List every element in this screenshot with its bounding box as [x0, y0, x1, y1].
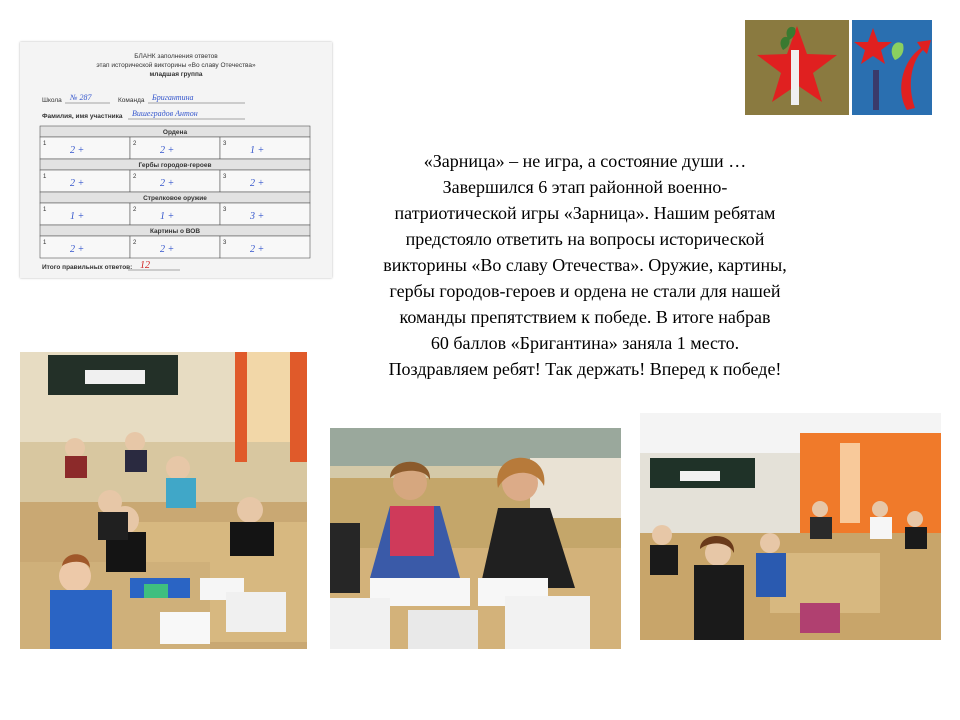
cell-number: 3 [223, 141, 227, 147]
section-title: Стрелковое оружие [143, 195, 207, 202]
section-title: Гербы городов-героев [138, 162, 212, 169]
school-label: Школа [42, 97, 62, 104]
text-line: Завершился 6 этап районной военно- [442, 177, 728, 197]
section-title: Ордена [162, 129, 188, 136]
cell-answer: 2 + [250, 244, 265, 255]
name-value: Вишеградов Антон [132, 109, 198, 118]
cell-number: 2 [133, 207, 137, 213]
cell-answer: 2 + [160, 244, 175, 255]
text-line: предстояло ответить на вопросы исторической [405, 229, 765, 249]
section-title: Картины о ВОВ [149, 228, 201, 235]
team-value: Бригантина [152, 93, 194, 102]
cell-answer: 2 + [250, 178, 265, 189]
cell-number: 2 [133, 141, 137, 147]
school-value: № 287 [70, 93, 92, 102]
sheet-title-3: младшая группа [149, 71, 203, 78]
classroom-photo-right [640, 413, 941, 640]
text-line: «Зарница» – не игра, а состояние души … [423, 151, 747, 171]
cell-answer: 3 + [250, 211, 265, 222]
cell-answer: 2 + [160, 145, 175, 156]
text-line: Поздравляем ребят! Так держать! Вперед к победе! [388, 359, 782, 379]
logos-block [745, 20, 932, 115]
cell-number: 1 [43, 240, 47, 246]
text-line: команды препятствием к победе. В итоге набрав [399, 307, 771, 327]
cell-answer: 2 + [70, 178, 85, 189]
cell-number: 3 [223, 207, 227, 213]
total-value: 12 [140, 260, 150, 271]
text-line: викторины «Во славу Отечества». Оружие, картины, [383, 255, 787, 275]
text-line: патриотической игры «Зарница». Нашим ребятам [394, 203, 776, 223]
cell-number: 3 [223, 240, 227, 246]
answer-sheet-drawing [20, 42, 332, 278]
cell-answer: 2 + [70, 244, 85, 255]
cell-number: 2 [133, 240, 137, 246]
cell-answer: 2 + [160, 178, 175, 189]
cell-number: 1 [43, 141, 47, 147]
cell-answer: 1 + [250, 145, 265, 156]
zarnitsa-logo-left [745, 20, 849, 115]
text-line: гербы городов-героев и ордена не стали для нашей [389, 281, 781, 301]
cell-number: 1 [43, 174, 47, 180]
answer-sheet-photo [20, 42, 332, 278]
name-label: Фамилия, имя участника [42, 113, 123, 120]
cell-number: 3 [223, 174, 227, 180]
cell-number: 1 [43, 207, 47, 213]
team-label: Команда [118, 97, 145, 104]
cell-answer: 1 + [160, 211, 175, 222]
answers-table [40, 126, 310, 258]
cell-number: 2 [133, 174, 137, 180]
classroom-photo-left [20, 352, 307, 649]
article-text [330, 148, 840, 382]
cell-answer: 1 + [70, 211, 85, 222]
cell-answer: 2 + [70, 145, 85, 156]
sheet-title-1: БЛАНК заполнения ответов [134, 53, 218, 60]
total-label: Итого правильных ответов: [42, 264, 133, 271]
sheet-title-2: этап исторической викторины «Во славу Отечества» [96, 62, 256, 69]
text-line: 60 баллов «Бригантина» заняла 1 место. [430, 333, 740, 353]
teachers-photo-center [330, 428, 621, 649]
zarnitsa-logo-right [852, 20, 932, 115]
